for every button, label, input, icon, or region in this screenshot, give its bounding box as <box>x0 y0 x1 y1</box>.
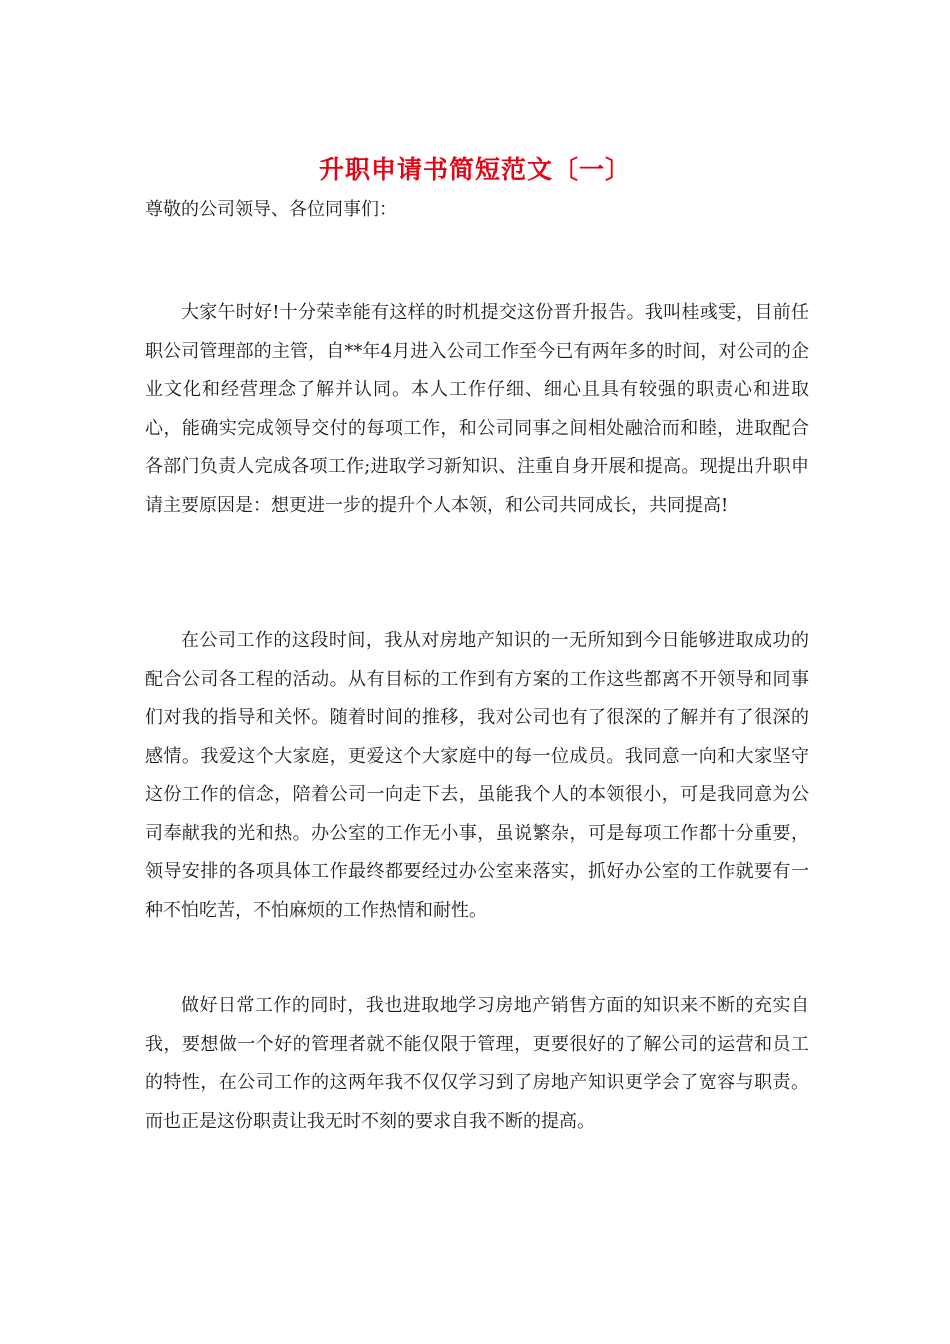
paragraph-1: 大家午时好!十分荣幸能有这样的时机提交这份晋升报告。我叫桂彧雯，目前任职公司管理部的主管，自**年4月进入公司工作至今已有两年多的时间，对公司的企业文化和经营理念了解并认同。本人工作仔细、细心且具有较强的职责心和进取心，能确实完成领导交付的每项工作，和公司同事之间相处融洽而和睦，进取配合各部门负责人完成各项工作;进取学习新知识、注重自身开展和提高。现提出升职申请主要原因是：想更进一步的提升个人本领，和公司共同成长，共同提高! <box>145 302 809 516</box>
paragraph-2: 在公司工作的这段时间，我从对房地产知识的一无所知到今日能够进取成功的配合公司各工程的活动。从有目标的工作到有方案的工作这些都离不开领导和同事们对我的指导和关怀。随着时间的推移，我对公司也有了很深的了解并有了很深的感情。我爱这个大家庭，更爱这个大家庭中的每一位成员。我同意一向和大家坚守这份工作的信念，陪着公司一向走下去，虽能我个人的本领很小，可是我同意为公司奉献我的光和热。办公室的工作无小事，虽说繁杂，可是每项工作都十分重要，领导安排的各项具体工作最终都要经过办公室来落实，抓好办公室的工作就要有一种不怕吃苦，不怕麻烦的工作热情和耐性。 <box>145 630 809 921</box>
salutation: 尊敬的公司领导、各位同事们： <box>145 199 397 220</box>
paragraph-3: 做好日常工作的同时，我也进取地学习房地产销售方面的知识来不断的充实自我，要想做一个好的管理者就不能仅限于管理，更要很好的了解公司的运营和员工的特性，在公司工作的这两年我不仅仅学习到了房地产知识更学会了宽容与职责。而也正是这份职责让我无时不刻的要求自我不断的提高。 <box>145 995 809 1132</box>
document-title: 升职申请书简短范文〔一〕 <box>318 155 631 184</box>
